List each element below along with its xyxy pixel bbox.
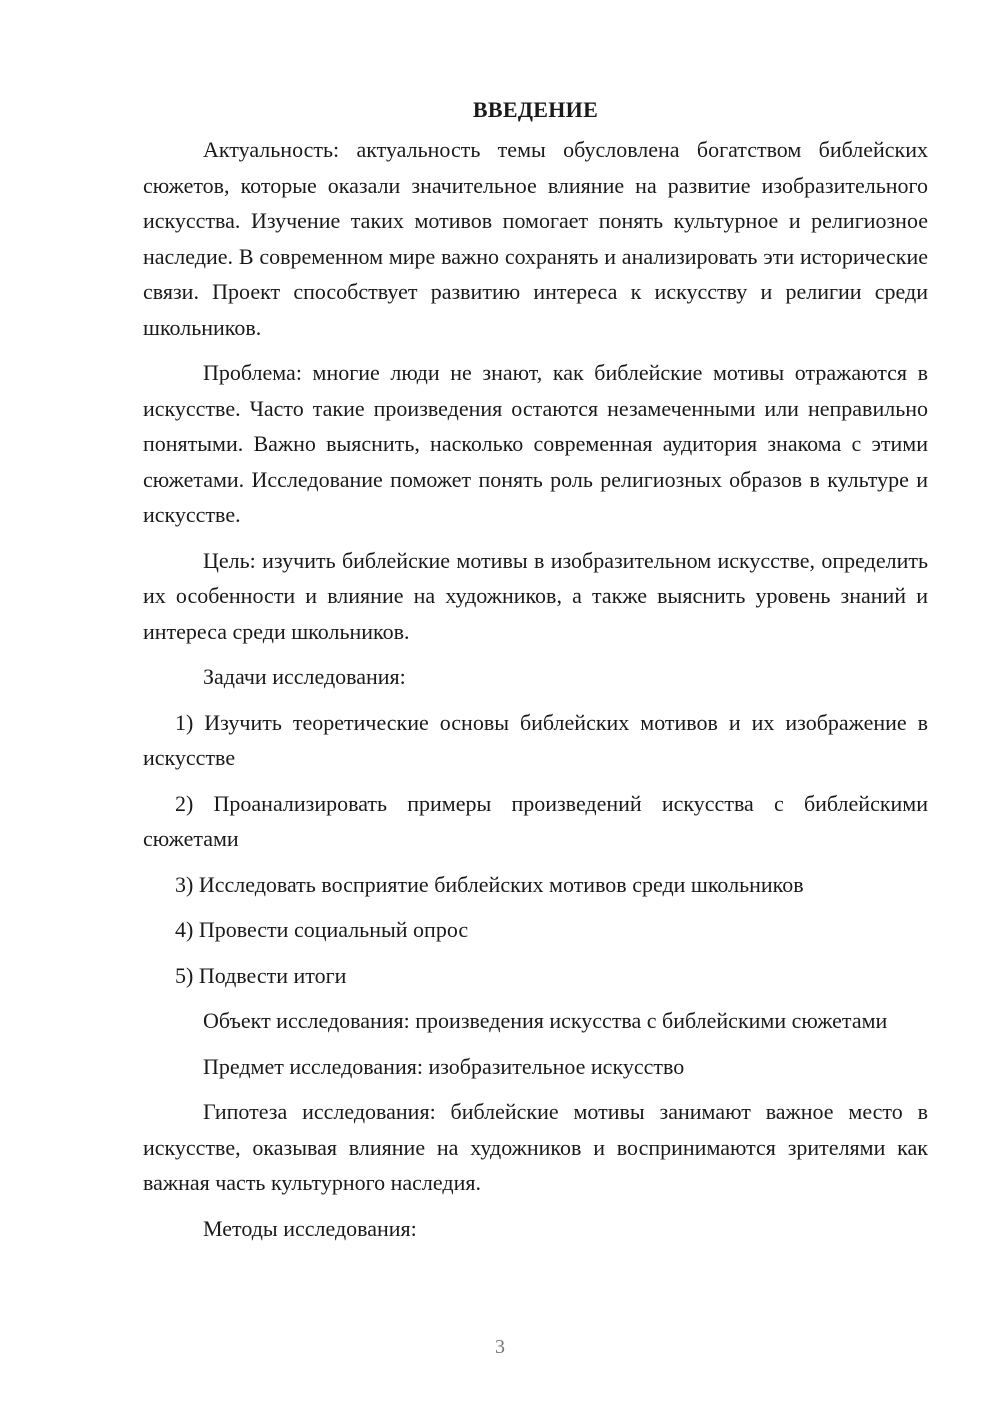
task-item-2: 2) Проанализировать примеры произведений искусства с библейскими сюжетами (143, 790, 928, 851)
task-item-3: 3) Исследовать восприятие библейских мотивов среди школьников (175, 871, 804, 897)
methods-heading: Методы исследования: (203, 1215, 417, 1241)
relevance-paragraph: Актуальность: актуальность темы обусловлена богатством библейских сюжетов, которые оказали значительное влияние на развитие изобразительного искусства. Изучение таких мотивов помогает понять культурное и религиозное наследие. В современном мире важно сохранять и анализировать эти исторические связи. Проект способствует развитию интереса к искусству и религии среди школьников. (143, 137, 928, 340)
problem-paragraph: Проблема: многие люди не знают, как библейские мотивы отражаются в искусстве. Часто такие произведения остаются незамеченными или неправильно понятыми. Важно выяснить, насколько современная аудитория знакома с этими сюжетами. Исследование поможет понять роль религиозных образов в культуре и искусстве. (143, 360, 928, 527)
hypothesis-paragraph: Гипотеза исследования: библейские мотивы занимают важное место в искусстве, оказывая влияние на художников и воспринимаются зрителями как важная часть культурного наследия. (143, 1099, 928, 1195)
tasks-heading: Задачи исследования: (203, 664, 406, 689)
task-item-5: 5) Подвести итоги (175, 962, 347, 988)
subject-paragraph: Предмет исследования: изобразительное искусство (203, 1053, 685, 1079)
task-item-1: 1) Изучить теоретические основы библейских мотивов и их изображение в искусстве (143, 709, 928, 770)
goal-paragraph: Цель: изучить библейские мотивы в изобразительном искусстве, определить их особенности и влияние на художников, а также выяснить уровень знаний и интереса среди школьников. (143, 547, 928, 644)
page-number: 3 (495, 1336, 505, 1358)
page-title: ВВЕДЕНИЕ (472, 97, 599, 122)
object-paragraph: Объект исследования: произведения искусства с библейскими сюжетами (203, 1008, 888, 1033)
document-page (143, 90, 928, 1256)
task-item-4: 4) Провести социальный опрос (175, 917, 469, 942)
